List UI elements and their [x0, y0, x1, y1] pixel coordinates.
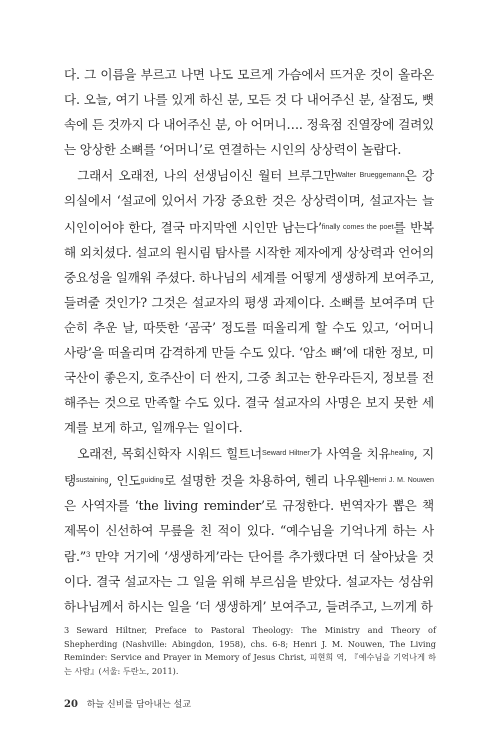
- footnote-number: 3: [64, 625, 70, 635]
- paragraph: [64, 162, 434, 440]
- paragraph-text: 오래전, 목회신학자 시워드 힐트너: [77, 446, 262, 462]
- paragraph-text: 가 사역을 치유: [309, 446, 391, 462]
- paragraph: [64, 62, 434, 162]
- paragraph-text: 그래서 오래전, 나의 선생님이신 월터 브루그만: [77, 168, 336, 184]
- original-term-annotation: Walter Brueggemann: [335, 170, 405, 180]
- original-term-annotation: guiding: [140, 474, 164, 484]
- paragraph-text: 로 설명한 것을 차용하여, 헨리 나우웬: [163, 472, 370, 488]
- body-text: [64, 62, 434, 619]
- footnote-reference: 3: [86, 550, 91, 559]
- paragraph-text: 를 반복해 외치셨다. 설교의 원시림 탐사를 시작한 제자에게 상상력과 언어의 중요성을 일깨워 주셨다. 하나님의 세계를 어떻게 생생하게 보여주고, 들려줄 것인가? 그것은 설교자의 평생 과제이다. 소뼈를 보여주며 단순히 추운 날, 따뜻한 ‘곰국’ 정도를 떠올리게 할 수도 있고, ‘어머니 사랑’을 떠올리며 감격하게 만들 수도 있다. ‘암소 뼈’에 대한 정보, 미국산이 좋은지, 호주산이 더 싼지, 그중 최고는 한우라든지, 정보를 전해주는 것으로 만족할 수도 있다. 결국 설교자의 사명은 보지 못한 세계를 보게 하고, 일깨우는 일이다.: [64, 219, 435, 436]
- paragraph-text: , 인도: [108, 472, 141, 488]
- original-term-annotation: Seward Hiltner: [261, 448, 310, 458]
- original-term-annotation: finally comes the poet: [321, 221, 394, 231]
- paragraph-text: 은 사역자를 ‘the living reminder’로 규정한다. 번역자가 뽑은 책 제목이 신선하여 무릎을 친 적이 있다. “예수님을 기억나게 하는 사람.”: [64, 497, 434, 564]
- paragraph-text: 다. 그 이름을 부르고 나면 나도 모르게 가슴에서 뜨거운 것이 올라온다. 오늘, 여기 나를 있게 하신 분, 모든 것 다 내어주신 분, 살점도, 뼛속에 든 것까지 다 내어주신 분, 아 어머니…. 정육점 진열장에 걸려있는 앙상한 소뼈를 ‘어머니’로 연결하는 시인의 상상력이 놀랍다.: [64, 67, 434, 158]
- footnote: [64, 624, 436, 678]
- original-term-annotation: Henri J. M. Nouwen: [369, 474, 434, 484]
- original-term-annotation: healing: [390, 448, 414, 458]
- page-footer: [64, 697, 191, 710]
- page-number: 20: [64, 699, 78, 710]
- paragraph-text: 은 강의실에서 ‘설교에 있어서 가장 중요한 것은 상상력이며, 설교자는 늘 시인이어야 한다, 결국 마지막엔 시인만 남는다’: [64, 168, 435, 235]
- original-term-annotation: sustaining: [75, 474, 109, 484]
- running-title: 하늘 신비를 담아내는 설교: [86, 700, 192, 710]
- paragraph: [64, 440, 434, 619]
- paragraph-text: , 지탱: [64, 446, 435, 488]
- paragraph-text: 만약 거기에 ‘생생하게’라는 단어를 추가했다면 더 살아났을 것이다. 결국 설교자는 그 일을 위해 부르심을 받았다. 설교자는 성삼위 하나님께서 하시는 일을 ‘더 생생하게’ 보여주고, 들려주고, 느끼게 하: [64, 548, 434, 614]
- footnote-text: Seward Hiltner, Preface to Pastoral Theology: The Ministry and Theory of Shepherding (Nashville: Abingdon, 1958), chs. 6-8; Henri J. M. Nouwen, The Living Reminder: Service and Prayer in Memory of Jesus Christ, 피현희 역, 『예수님을 기억나게 하는 사람』(서울: 두란노, 2011).: [64, 625, 436, 676]
